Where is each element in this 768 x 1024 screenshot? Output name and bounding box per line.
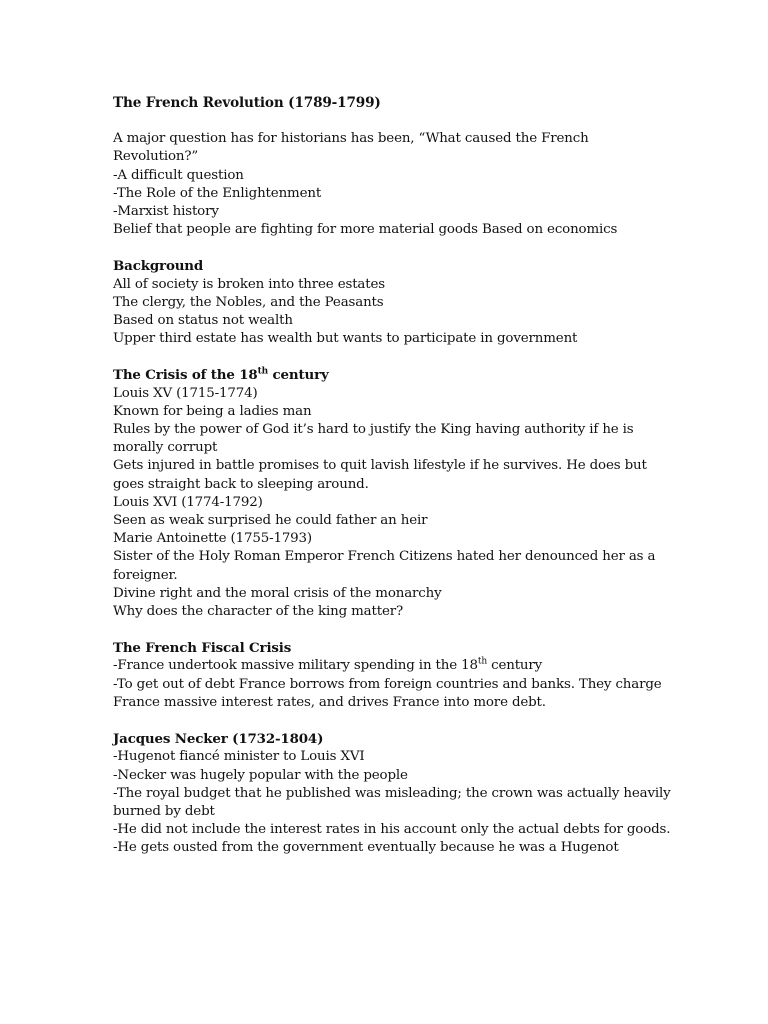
fiscal-line <box>113 657 673 675</box>
crisis-line: Louis XV (1715-1774) <box>113 385 258 401</box>
intro-line: -Marxist history <box>113 204 219 220</box>
crisis-line: Marie Antoinette (1755-1793) <box>113 531 313 547</box>
intro-section <box>113 130 673 239</box>
spacer <box>113 112 673 130</box>
fiscal-line-text: -France undertook massive military spending in the 18 <box>113 658 478 674</box>
intro-line: -The Role of the Enlightenment <box>113 185 322 201</box>
crisis-line: Why does the character of the king matter? <box>113 604 403 620</box>
necker-line: -Necker was hugely popular with the people <box>113 767 408 783</box>
necker-section <box>113 730 673 857</box>
necker-line: -The royal budget that he published was misleading; the crown was actually heavily burned by debt <box>113 785 671 819</box>
spacer <box>113 712 673 730</box>
crisis-heading-superscript: th <box>257 366 269 377</box>
crisis-line: Divine right and the moral crisis of the monarchy <box>113 585 442 601</box>
crisis-line: Gets injured in battle promises to quit lavish lifestyle if he survives. He does but goes straight back to sleeping around. <box>113 458 647 492</box>
document-body <box>113 94 673 858</box>
background-line: Based on status not wealth <box>113 313 293 329</box>
spacer <box>113 239 673 257</box>
fiscal-line-suffix: century <box>486 658 543 674</box>
crisis-line: Rules by the power of God it’s hard to justify the King having authority if he is morally corrupt <box>113 422 634 456</box>
crisis-heading-text: The Crisis of the 18 <box>113 367 258 384</box>
crisis-line: Louis XVI (1774-1792) <box>113 494 263 510</box>
intro-line: A major question has for historians has been, “What caused the French Revolution?” <box>113 131 589 165</box>
necker-line: -He did not include the interest rates in his account only the actual debts for goods. <box>113 822 671 838</box>
crisis-section <box>113 366 673 621</box>
background-line: All of society is broken into three estates <box>113 276 385 292</box>
intro-line: Belief that people are fighting for more material goods Based on economics <box>113 222 618 238</box>
spacer <box>113 348 673 366</box>
fiscal-section <box>113 639 673 712</box>
fiscal-line: -To get out of debt France borrows from foreign countries and banks. They charge France massive interest rates, and drives France into more debt. <box>113 676 662 710</box>
document-title: The French Revolution (1789-1799) <box>113 95 381 111</box>
spacer <box>113 621 673 639</box>
crisis-heading-suffix: century <box>268 367 329 384</box>
background-line: Upper third estate has wealth but wants to participate in government <box>113 331 578 347</box>
background-heading: Background <box>113 258 204 275</box>
fiscal-line-superscript: th <box>477 657 487 668</box>
necker-heading: Jacques Necker (1732-1804) <box>113 731 324 748</box>
fiscal-heading: The French Fiscal Crisis <box>113 640 292 657</box>
background-section <box>113 257 673 348</box>
crisis-line: Known for being a ladies man <box>113 403 312 419</box>
background-line: The clergy, the Nobles, and the Peasants <box>113 294 384 310</box>
crisis-line: Sister of the Holy Roman Emperor French Citizens hated her denounced her as a foreigner. <box>113 549 656 583</box>
crisis-line: Seen as weak surprised he could father an heir <box>113 513 428 529</box>
necker-line: -He gets ousted from the government eventually because he was a Hugenot <box>113 840 619 856</box>
intro-line: -A difficult question <box>113 167 244 183</box>
crisis-heading <box>113 366 673 384</box>
necker-line: -Hugenot fiancé minister to Louis XVI <box>113 749 365 765</box>
